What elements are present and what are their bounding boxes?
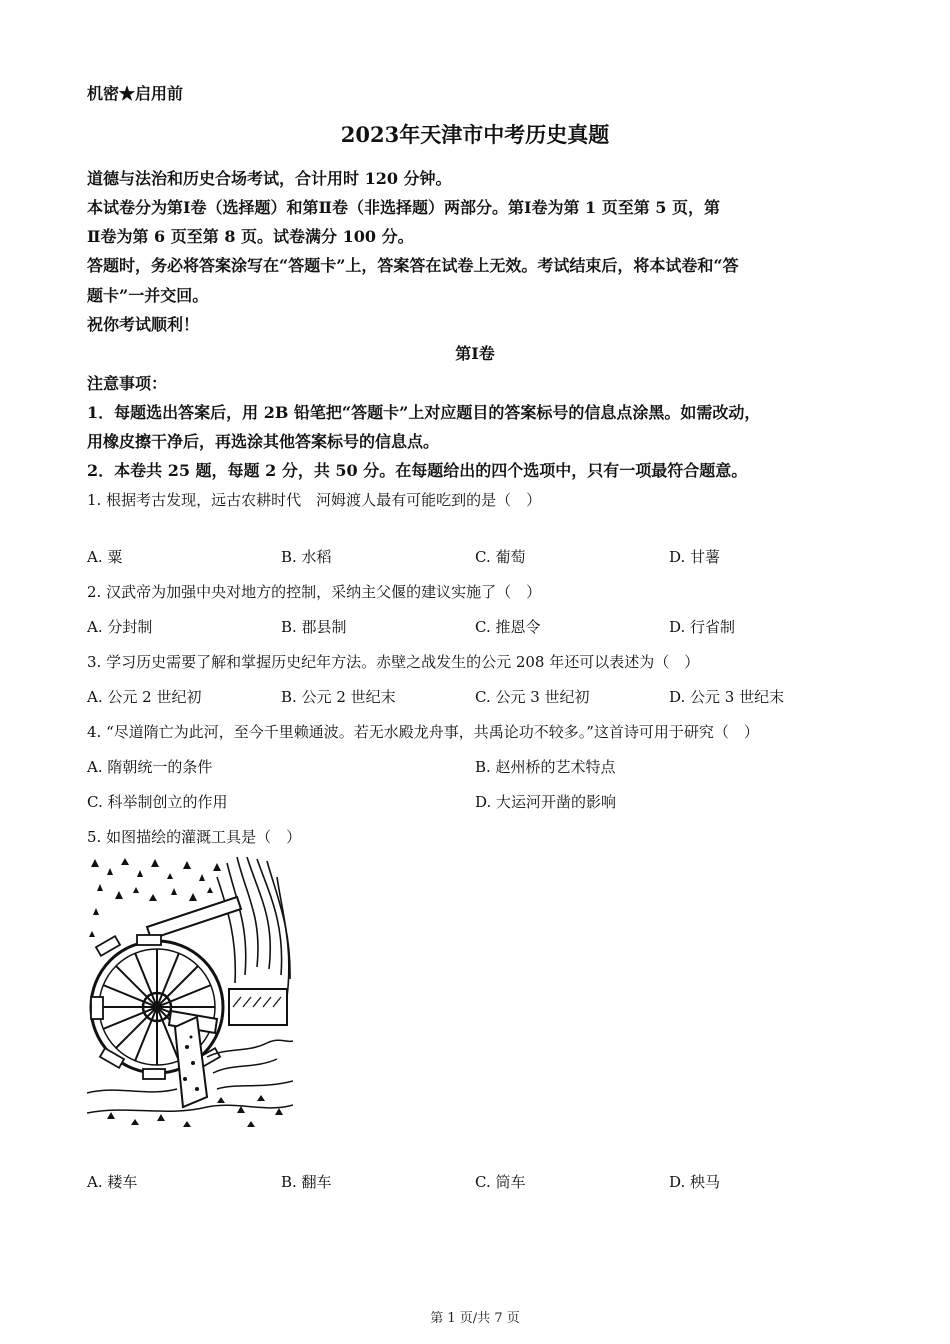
option-c: C. 科举制创立的作用 <box>87 793 228 811</box>
question-stem: 4. “尽道隋亡为此河，至今千里赖通波。若无水殿龙舟事，共禹论功不较多。”这首诗可用于研究（ ） <box>87 723 759 741</box>
option-d: D. 甘薯 <box>669 548 721 566</box>
intro-line: 题卡”一并交回。 <box>87 286 209 305</box>
question-stem: 5. 如图描绘的灌溉工具是（ ） <box>87 828 302 846</box>
question-stem: 1. 根据考古发现，远古农耕时代 河姆渡人最有可能吃到的是（ ） <box>87 491 542 509</box>
option-d: D. 公元 3 世纪末 <box>669 688 785 706</box>
page-title: 2023年天津市中考历史真题 <box>340 122 610 147</box>
option-c: C. 葡萄 <box>475 548 526 566</box>
section-title: 第Ⅰ卷 <box>455 344 495 363</box>
option-b: B. 翻车 <box>281 1173 332 1191</box>
option-c: C. 筒车 <box>475 1173 526 1191</box>
option-c: C. 推恩令 <box>475 618 541 636</box>
intro-line: Ⅱ卷为第 6 页至第 8 页。试卷满分 100 分。 <box>87 227 414 246</box>
note-line: 用橡皮擦干净后，再选涂其他答案标号的信息点。 <box>87 432 440 451</box>
option-b: B. 水稻 <box>281 548 332 566</box>
option-a: A. 粟 <box>87 548 123 566</box>
waterwheel-illustration <box>87 857 293 1133</box>
option-b: B. 公元 2 世纪末 <box>281 688 396 706</box>
question-stem: 2. 汉武帝为加强中央对地方的控制，采纳主父偃的建议实施了（ ） <box>87 583 542 601</box>
option-d: D. 行省制 <box>669 618 736 636</box>
option-a: A. 耧车 <box>87 1173 138 1191</box>
option-a: A. 分封制 <box>87 618 153 636</box>
note-line: 1．每题选出答案后，用 2B 铅笔把“答题卡”上对应题目的答案标号的信息点涂黑。如需改动， <box>87 403 761 422</box>
intro-line: 答题时，务必将答案涂写在“答题卡”上，答案答在试卷上无效。考试结束后，将本试卷和“答 <box>87 256 739 275</box>
option-c: C. 公元 3 世纪初 <box>475 688 590 706</box>
page-number: 第 1 页/共 7 页 <box>430 1311 520 1326</box>
notes-heading: 注意事项： <box>87 374 168 393</box>
question-stem: 3. 学习历史需要了解和掌握历史纪年方法。赤壁之战发生的公元 208 年还可以表述为（ ） <box>87 653 700 671</box>
option-a: A. 公元 2 世纪初 <box>87 688 202 706</box>
confidential-label: 机密★启用前 <box>87 84 184 103</box>
option-a: A. 隋朝统一的条件 <box>87 758 213 776</box>
option-d: D. 秧马 <box>669 1173 721 1191</box>
intro-line: 祝你考试顺利！ <box>87 315 200 334</box>
option-b: B. 赵州桥的艺术特点 <box>475 758 616 776</box>
intro-line: 本试卷分为第Ⅰ卷（选择题）和第Ⅱ卷（非选择题）两部分。第Ⅰ卷为第 1 页至第 5 页，第 <box>87 198 721 217</box>
note-line: 2．本卷共 25 题，每题 2 分，共 50 分。在每题给出的四个选项中，只有一项最符合题意。 <box>87 461 748 480</box>
intro-line: 道德与法治和历史合场考试，合计用时 120 分钟。 <box>87 169 452 188</box>
option-b: B. 郡县制 <box>281 618 347 636</box>
option-d: D. 大运河开凿的影响 <box>475 793 617 811</box>
